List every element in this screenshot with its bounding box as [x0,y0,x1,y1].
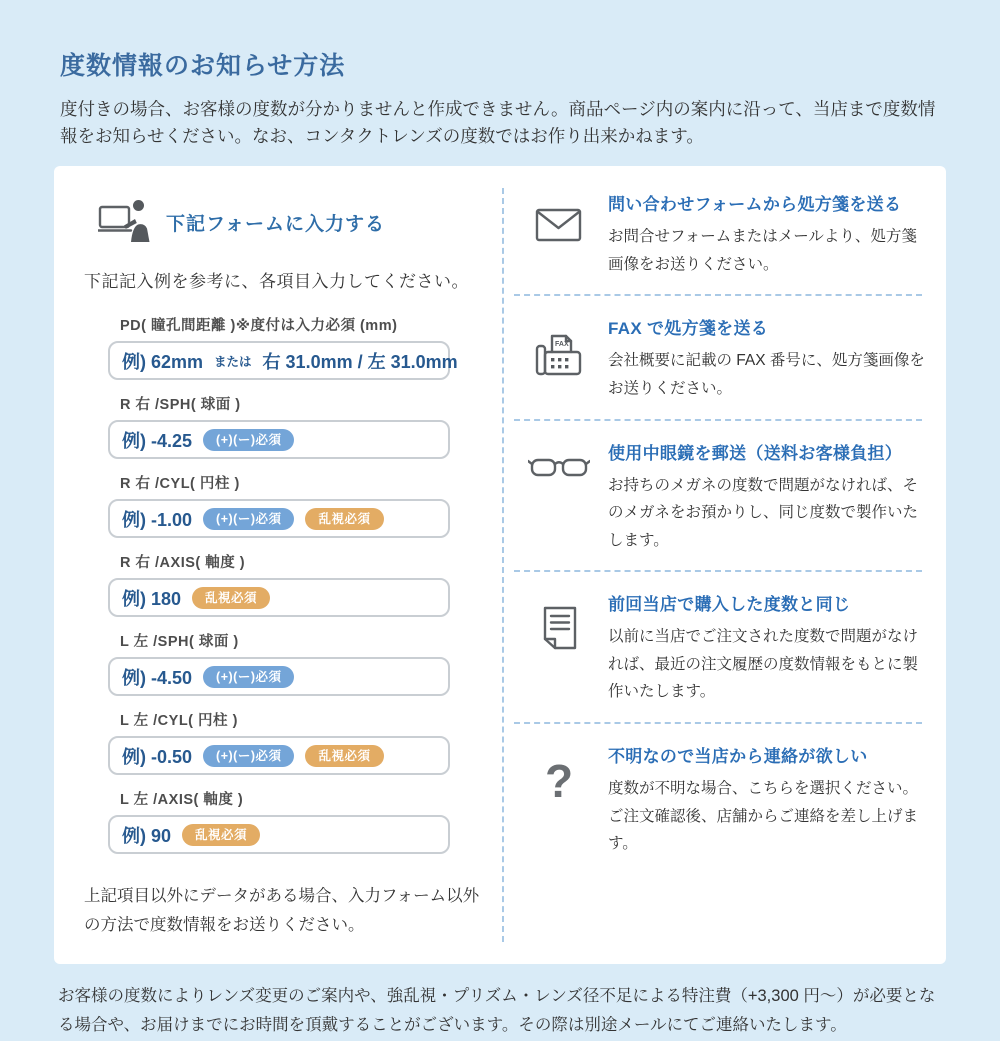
field-example-box [108,578,450,617]
field-example-extra: 右 31.0mm / 左 31.0mm [262,351,458,372]
sign-required-badge: (+)(ー)必須 [203,745,294,768]
astigmatism-required-badge: 乱視必須 [305,745,383,768]
method-text [608,314,928,402]
field-example-box [108,657,450,696]
field-example-box [108,499,450,538]
method-unknown-contact [510,724,928,874]
page-title: 度数情報のお知らせ方法 [60,52,346,80]
form-note-text: 上記項目以外にデータがある場合、入力フォーム以外の方法で度数情報をお送りください。 [84,887,480,935]
field-example-box [108,341,458,380]
info-panel [54,166,946,964]
method-previous-order [510,572,928,722]
field-group-l-sph [108,630,502,696]
field-example-value: 例) -1.00 [122,509,193,530]
method-body: お問合せフォームまたはメールより、処方箋画像をお送りください。 [608,228,917,273]
form-section-title: 下記フォームに入力する [166,214,386,236]
method-body: お持ちのメガネの度数で問題がなければ、そのメガネをお預かりし、同じ度数で製作いたします。 [608,476,919,549]
method-title: FAX で処方箋を送る [608,319,769,339]
svg-text:FAX: FAX [555,341,569,349]
form-section-header [98,198,502,247]
sign-required-badge: (+)(ー)必須 [203,508,294,531]
method-title: 不明なので当店から連絡が欲しい [608,747,868,767]
sign-required-badge: (+)(ー)必須 [203,666,294,689]
field-group-r-sph [108,393,502,459]
field-group-l-cyl [108,709,502,775]
field-label: R 右 /CYL( 円柱 ) [120,476,240,493]
method-contact-form [510,172,928,294]
method-text [608,439,928,555]
method-title: 問い合わせフォームから処方箋を送る [608,195,902,215]
method-body: 以前に当店でご注文された度数で問題がなければ、最近の注文履歴の度数情報をもとに製作いたします。 [608,628,919,701]
astigmatism-required-badge: 乱視必須 [192,587,270,610]
sign-required-badge: (+)(ー)必須 [203,429,294,452]
field-label: R 右 /AXIS( 軸度 ) [120,555,246,572]
method-title: 前回当店で購入した度数と同じ [608,595,851,615]
field-example-connector: または [214,354,252,369]
method-body: 度数が不明な場合、こちらを選択ください。ご注文確認後、店舗からご連絡を差し上げます。 [608,780,919,853]
method-body: 会社概要に記載の FAX 番号に、処方箋画像をお送りください。 [608,352,925,397]
form-intro-text: 下記記入例を参考に、各項目入力してください。 [84,272,469,292]
field-label: L 左 /CYL( 円柱 ) [120,713,238,730]
field-example-value: 例) 180 [122,588,182,609]
method-text [608,742,928,858]
presenter-monitor-icon [98,198,150,247]
field-example-value: 例) -4.50 [122,667,193,688]
method-fax [510,296,928,418]
footer-note: お客様の度数によりレンズ変更のご案内や、強乱視・プリズム・レンズ径不足による特注費（+3,300 円〜）が必要となる場合や、お届けまでにお時間を頂戴することがございます。その際は別途メールにてご連絡いたします。 [58,987,936,1035]
field-group-l-axis [108,788,502,854]
mail-icon [526,190,592,278]
document-icon [526,590,592,706]
field-example-box [108,815,450,854]
form-input-section [54,166,502,964]
field-example-value: 例) -4.25 [122,430,193,451]
field-example-value: 例) 90 [122,825,172,846]
method-text [608,190,928,278]
field-example-box [108,736,450,775]
astigmatism-required-badge: 乱視必須 [182,824,260,847]
field-label: L 左 /AXIS( 軸度 ) [120,792,244,809]
field-label: PD( 瞳孔間距離 )※度付は入力必須 (mm) [120,318,398,335]
astigmatism-required-badge: 乱視必須 [305,508,383,531]
field-example-value: 例) 62mm [122,351,204,372]
field-example-value: 例) -0.50 [122,746,193,767]
question-icon: ? [544,755,574,808]
method-mail-glasses [510,421,928,571]
field-group-r-axis [108,551,502,617]
fax-icon [526,314,592,402]
method-text [608,590,928,706]
field-label: R 右 /SPH( 球面 ) [120,397,241,414]
field-group-pd [108,314,502,380]
field-group-r-cyl [108,472,502,538]
field-label: L 左 /SPH( 球面 ) [120,634,239,651]
method-title: 使用中眼鏡を郵送（送料お客様負担） [608,443,903,463]
glasses-icon [526,439,592,555]
page-description: 度付きの場合、お客様の度数が分かりませんと作成できません。商品ページ内の案内に沿って、当店まで度数情報をお知らせください。なお、コンタクトレンズの度数ではお作り出来かねます。 [60,99,936,147]
alternative-methods-section [504,166,946,964]
field-example-box [108,420,450,459]
